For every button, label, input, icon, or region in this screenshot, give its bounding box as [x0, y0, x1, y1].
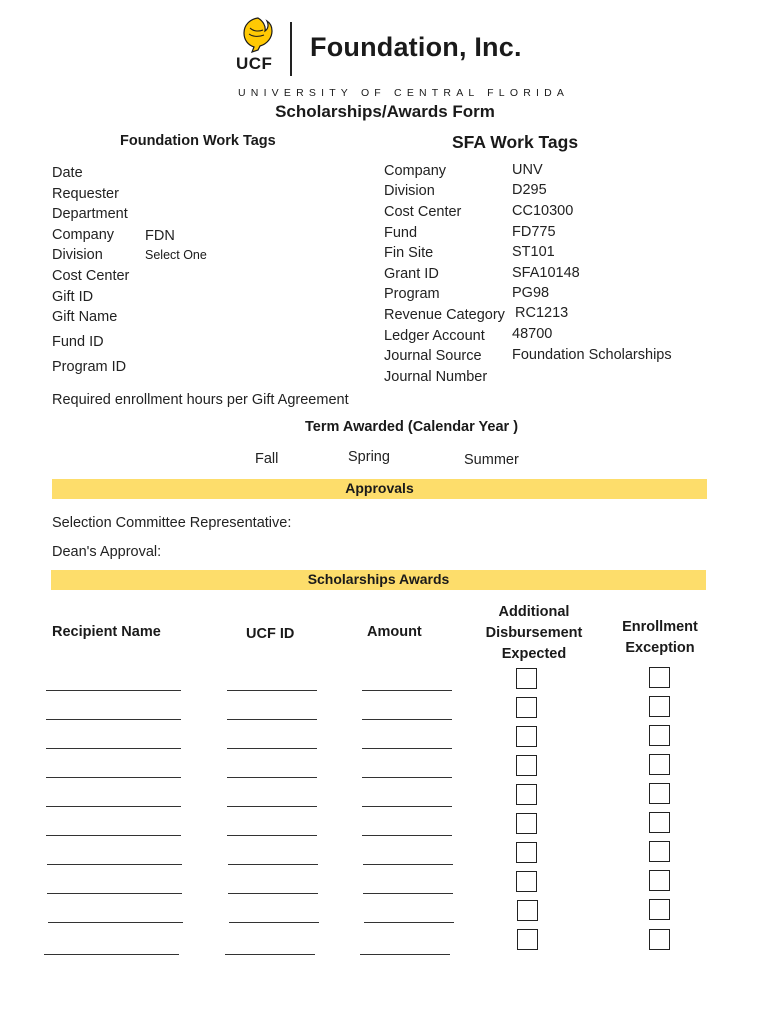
awards-band	[51, 570, 706, 590]
sfa-fin-site-value: ST101	[512, 244, 555, 260]
sfa-program-label: Program	[384, 286, 440, 302]
ucf-id-line[interactable]	[227, 690, 317, 691]
university-name: UNIVERSITY OF CENTRAL FLORIDA	[238, 87, 570, 99]
additional-disbursement-checkbox[interactable]	[516, 871, 537, 892]
additional-disbursement-header	[478, 602, 590, 665]
sfa-revenue-category-label: Revenue Category	[384, 307, 505, 323]
sfa-cost-center-value: CC10300	[512, 203, 574, 219]
ucf-id-line[interactable]	[227, 777, 317, 778]
additional-line-2: Disbursement	[485, 625, 583, 641]
program-id-label: Program ID	[52, 359, 127, 375]
recipient-name-line[interactable]	[46, 690, 181, 691]
enrollment-exception-checkbox[interactable]	[649, 899, 670, 920]
amount-line[interactable]	[364, 922, 454, 923]
org-name: Foundation, Inc.	[310, 32, 522, 62]
additional-disbursement-checkbox[interactable]	[516, 784, 537, 805]
gift-id-label: Gift ID	[52, 289, 94, 305]
division-select[interactable]: Select One	[145, 248, 207, 262]
sfa-division-label: Division	[384, 183, 435, 199]
amount-line[interactable]	[362, 806, 452, 807]
ucf-id-line[interactable]	[228, 864, 318, 865]
enrollment-exception-checkbox[interactable]	[649, 812, 670, 833]
sfa-journal-source-value: Foundation Scholarships	[512, 347, 672, 363]
fund-id-label: Fund ID	[52, 334, 104, 350]
recipient-name-line[interactable]	[46, 806, 181, 807]
ucf-id-header: UCF ID	[246, 626, 295, 642]
amount-line[interactable]	[363, 893, 453, 894]
company-value[interactable]: FDN	[145, 228, 175, 244]
enrollment-exception-checkbox[interactable]	[649, 696, 670, 717]
amount-line[interactable]	[362, 719, 452, 720]
cost-center-label: Cost Center	[52, 268, 130, 284]
sfa-journal-source-label: Journal Source	[384, 348, 482, 364]
recipient-name-line[interactable]	[46, 835, 181, 836]
recipient-name-line[interactable]	[46, 748, 181, 749]
additional-line-3: Expected	[501, 646, 567, 662]
date-label: Date	[52, 165, 83, 181]
ucf-id-line[interactable]	[225, 954, 315, 955]
ucf-id-line[interactable]	[227, 748, 317, 749]
sfa-company-label: Company	[384, 163, 447, 179]
recipient-name-line[interactable]	[46, 777, 181, 778]
sfa-journal-number-label: Journal Number	[384, 369, 488, 385]
sfa-division-value: D295	[512, 182, 547, 198]
sfa-fin-site-label: Fin Site	[384, 245, 434, 261]
recipient-name-line[interactable]	[46, 719, 181, 720]
additional-disbursement-checkbox[interactable]	[516, 668, 537, 689]
company-label: Company	[52, 227, 115, 243]
awards-heading: Scholarships Awards	[307, 571, 450, 587]
foundation-tags-heading: Foundation Work Tags	[120, 133, 276, 149]
recipient-name-line[interactable]	[48, 922, 183, 923]
sfa-cost-center-label: Cost Center	[384, 204, 462, 220]
additional-line-1: Additional	[498, 604, 570, 620]
ucf-id-line[interactable]	[227, 835, 317, 836]
additional-disbursement-checkbox[interactable]	[516, 697, 537, 718]
ucf-id-line[interactable]	[229, 922, 319, 923]
additional-disbursement-checkbox[interactable]	[517, 929, 538, 950]
term-heading: Term Awarded (Calendar Year )	[305, 419, 519, 435]
sfa-grant-id-label: Grant ID	[384, 266, 439, 282]
additional-disbursement-checkbox[interactable]	[516, 726, 537, 747]
form-title: Scholarships/Awards Form	[275, 102, 495, 121]
term-summer[interactable]: Summer	[464, 452, 519, 468]
ucf-logo-text: UCF	[236, 54, 273, 73]
amount-line[interactable]	[362, 748, 452, 749]
additional-disbursement-checkbox[interactable]	[516, 813, 537, 834]
sfa-revenue-category-value: RC1213	[515, 305, 569, 321]
amount-line[interactable]	[362, 690, 452, 691]
logo-divider	[290, 22, 292, 76]
amount-line[interactable]	[362, 777, 452, 778]
additional-disbursement-checkbox[interactable]	[517, 900, 538, 921]
sfa-tags-heading: SFA Work Tags	[452, 132, 579, 152]
approvals-band	[52, 479, 707, 499]
committee-label: Selection Committee Representative:	[52, 515, 292, 531]
recipient-name-header: Recipient Name	[52, 624, 161, 640]
sfa-company-value: UNV	[512, 162, 543, 178]
enrollment-exception-checkbox[interactable]	[649, 667, 670, 688]
enrollment-exception-checkbox[interactable]	[649, 754, 670, 775]
required-hours-label: Required enrollment hours per Gift Agreement	[52, 392, 349, 408]
recipient-name-line[interactable]	[47, 893, 182, 894]
enrollment-exception-checkbox[interactable]	[649, 841, 670, 862]
pegasus-logo-icon	[238, 16, 276, 54]
sfa-ledger-account-label: Ledger Account	[384, 328, 485, 344]
sfa-grant-id-value: SFA10148	[512, 265, 580, 281]
enrollment-exception-checkbox[interactable]	[649, 725, 670, 746]
term-fall[interactable]: Fall	[255, 451, 279, 467]
amount-line[interactable]	[363, 864, 453, 865]
amount-line[interactable]	[362, 835, 452, 836]
division-label: Division	[52, 247, 103, 263]
gift-name-label: Gift Name	[52, 309, 118, 325]
enrollment-line-1: Enrollment	[622, 619, 698, 635]
recipient-name-line[interactable]	[47, 864, 182, 865]
ucf-id-line[interactable]	[227, 806, 317, 807]
enrollment-exception-header	[610, 617, 710, 659]
recipient-name-line[interactable]	[44, 954, 179, 955]
department-label: Department	[52, 206, 128, 222]
enrollment-exception-checkbox[interactable]	[649, 929, 670, 950]
sfa-fund-value: FD775	[512, 224, 556, 240]
amount-line[interactable]	[360, 954, 450, 955]
term-spring[interactable]: Spring	[348, 449, 390, 465]
ucf-id-line[interactable]	[228, 893, 318, 894]
dean-label: Dean's Approval:	[52, 544, 162, 560]
approvals-heading: Approvals	[345, 480, 414, 496]
sfa-ledger-account-value: 48700	[512, 326, 553, 342]
sfa-fund-label: Fund	[384, 225, 418, 241]
additional-disbursement-checkbox[interactable]	[516, 755, 537, 776]
additional-disbursement-checkbox[interactable]	[516, 842, 537, 863]
requester-label: Requester	[52, 186, 119, 202]
enrollment-exception-checkbox[interactable]	[649, 783, 670, 804]
enrollment-line-2: Exception	[625, 640, 695, 656]
amount-header: Amount	[367, 624, 422, 640]
ucf-id-line[interactable]	[227, 719, 317, 720]
enrollment-exception-checkbox[interactable]	[649, 870, 670, 891]
sfa-program-value: PG98	[512, 285, 550, 301]
